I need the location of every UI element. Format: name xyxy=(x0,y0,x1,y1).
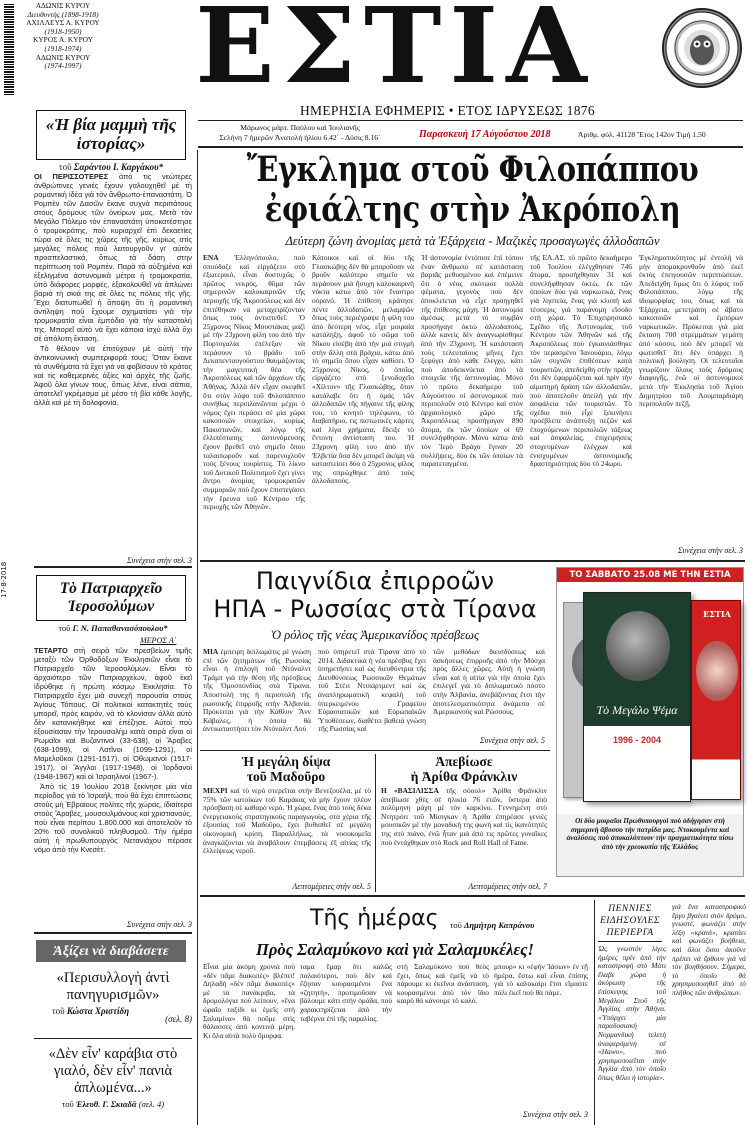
patriarchate-title: Τὸ Πατριαρχεῖο Ἱεροσολύμων xyxy=(59,580,163,615)
patriarchate-part: ΜΕΡΟΣ Α΄ xyxy=(140,636,177,645)
lead-col-5: Ἐγκληματικότητος μὲ ἐντολὴ νὰ μὴν ἀπομακρυνθοῦν ἀπὸ ἐκεῖ ἐκτὸς ἐπειγουσῶν περιπτώσεων. Ἀπεδείχθη ὅμως ὅτι ὁ λόφος τοῦ Φιλοπάππου, λόγῳ τῆς ἰδιομορφίας του, ὅπως καὶ τὰ Ἐξάρχεια, μετετράπη σὲ ἄβατο κακοποιῶν καὶ ἐμπόρων ναρκωτικῶν. Πρόκειται γιὰ μία ἔκταση 700 στρεμμάτων γεμάτη ἀπὸ κύσσο, ποὺ δὲν μπορεῖ νὰ φωτισθεῖ ὅτι δὲν ὑπάρχει ἡ πολιτικὴ βούληση. Οἱ τελευταῖοι γνωρίζουν ὅλους τοὺς δρόμους διαφυγῆς, ἐνῶ οἱ ἀστυνομικοὶ μετὰ τὴν Ἐκκλησία τοῦ Ἁγίου Δημητρίου τοῦ Λουμπαρδιάρη περιπολοῦν πεζῇ. xyxy=(639,254,743,409)
lead-subhead: Δεύτερη ζώνη ἀνομίας μετὰ τὰ Ἐξάρχεια - Μαζικὲς προσαγωγὲς ἀλλοδαπῶν xyxy=(285,234,660,248)
promo-book-title: Τὸ Μεγάλο Ψέμα xyxy=(596,703,678,717)
patriarchate-box xyxy=(36,575,186,621)
lead-col-1: ΕΝΑ Ἐλληνόπουλο, ποὺ σπούδαζε καὶ εἰργάζετο στὸ ἐξωτερικό, εἶναι δυστυχῶς ὁ πρῶτος νεκρός, θῦμα τῶν σημερινῶν καλοκαιρινῶν τῆς περιοχῆς τῆς Ἀκροπόλεως καὶ δὲν ἐπιτέθηκαν νὰ μεταχειρίζονταν ὅπως τοὺς ἀντιστεθεῖ. Ὁ 25χρονος Νίκος Μουστάκας μαζὶ μὲ τὴν 23χρονη φίλη του ἀπὸ τὴν Πορτογαλία ἐπέλεξαν νὰ περάσουν τὸ βράδυ τοῦ Δεκαπενταυγούστου θαυμάζοντας τὴν μαγευτικὴ θέα τῆς Ἀκροπόλεως καὶ τῶν ἀρχαίων τῆς Ἀθήνας. Ἀλλὰ δὲν εἶχαν σκεφθεῖ ὅτι στὸν λόφο τοῦ Φιλοπάππου συνήθως περιπλανῶνται μέχρι ὁ νόμος ἔχει περάσει σὲ μία χώρα κακοποιῶν στοιχείων, κυρίως Πακιστανῶν, καὶ λόγῳ τῆς ἐλλιπέστατης ἀστυνόμευσης ἔχουν βρεθεῖ στὸ σημεῖο ὅπου ταλαιπωροῦν καὶ παρενοχλοῦν τοὺς ξένους τουρίστες. Τὸ λίκνο τοῦ Δυτικοῦ Πολιτισμοῦ ἔχει γίνει ἄντρο ἀνομίας τρομοκρατῶν συμμοριῶν ποὺ ἔχουν ἐπιστεγάσει τὴν ἔρευνα τοῦ Κέντρου τῆς περιοχῆς τῶν Ἀθηνῶν. xyxy=(203,254,305,512)
games-col-2: ποὺ ὑπηρετεῖ στὰ Τίρανα ἀπὸ τὸ 2014. Διδακτικά ἡ νέα πρέσβυς ἔχει ὑπηρετήσει καὶ ὡς διευθύντρια τῆς Διευθύνσεως Ρωσσικῶν Θεμάτων τοῦ Στέιτ Ντιπάρτμεντ καὶ ὡς ἀναπληρωματικὴ κεφαλὴ τοῦ ὑπερκειμένου Γραφείου Εὐρασιατικῶν καὶ Εὐρωπαϊκῶν Ὑποθέσεων, διαθέτει βαθειὰ γνώση τῆς Ρωσσίας καὶ xyxy=(318,648,426,734)
aretha-continued[interactable]: Λεπτομέρειες στὴν σελ. 7 xyxy=(468,882,547,891)
worth-reading-item-1[interactable]: «Περισυλλογὴ ἀντὶ πανηγυρισμῶν» τοῦ Κώστα Χριστίδη (σελ. 8) xyxy=(52,970,192,1024)
lead-col-3: Ἡ ἀστυνομία ἐντόπισε ἐπὶ τόπου ἕναν ἄνθρωπο σὲ κατάσταση βαριᾶς μεθυσμένου καὶ ἐπέμεινε ὅτι ὁ νέος σκότωσε πολλὰ ψέματα, γεγονὸς ποὺ δὲν ἀποκλείεται νὰ εἶχε προηγηθεῖ τῆς ἐπίθεσης μάχη. Ἡ ἀστυνομία ἀμέσως μετὰ τὸ συμβὰν προσήγαγε ὀκτὼ ἀλλοδαπούς, ἀλλὰ κανεὶς δὲν ἀναγνωρίσθηκε ἀπὸ τὴν 23χρονη. Ἡ κατάσταση τοὺς τελευταίους μῆνες ἔχει ξεφύγει ἀπὸ κάθε ἔλεγχο, κάτι ποὺ ἀποδεικνύεται ἀπὸ τὰ στοιχεῖα τῆς ἀστυνομίας. Μόνο τὸ πρῶτο δεκαήμερο τοῦ Αὐγούστου οἱ ἀστυνομικοὶ ποὺ περιπολοῦν στὸ Κέντρο καὶ στὸν ἀρχαιολογικὸ χῶρο τῆς Ἀκροπόλεως προσήγαγαν 890 ἄτομα, ἐκ τῶν ὁποίων οἱ 69 συνελήφθησαν. Μόνο κάτω ἀπὸ τὸν Ἱερὸ Βράχο ἔγιναν 20 συλλήψεις, δύο ἐκ τῶν ὁποίων τὰ παρατεταγμένα. xyxy=(421,254,523,469)
aretha-title: Ἀπεβίωσε ἡ Ἀρίθα Φράνκλιν xyxy=(410,754,518,784)
side-date: 17-8-2018 xyxy=(0,561,8,598)
of-the-day-continued[interactable]: Συνέχεια στὴν σελ. 3 xyxy=(522,1110,588,1119)
of-the-day-col-3: στὴ Σαλαμύκονο ποὺ θεὸς ἔχει, ὅπως καὶ ἐμεῖς νὰ τὸ πάρουμε κι ἐκεῖνοι ἀνάσταση, κουρασμένοι ἀπὸ τὸν ἴδιο καιρὸ θὰ κάνουμε τὸ καλό. xyxy=(397,963,489,1006)
issue-date: Παρασκευὴ 17 Αὐγούστου 2018 xyxy=(419,129,551,140)
patriarchate-byline: τοῦ Γ. Ν. Παπαθανασόπουλου* xyxy=(58,623,168,633)
op-ed-text: ΟΙ ΠΕΡΙΣΣΟΤΕΡΕΣ ἀπὸ τις νεώτερες ἀνθρώπινες γενιές ἔχουν γαλουχηθεῖ μὲ τὴ ρομαντικὴ ἰδέα γιὰ τὸν ἄνθρωπο-ἐπαναστάτη. Ὁ Ρομπὲν τῶν Δασῶν ἔκανε συχνὰ περιπάτους στους δρόμους τῶν ὀνείρων μας. Μετὰ τὸν Μεγάλο Πόλεμο τὸν ἐπαναστάτη ὑποκατέστησε ὁ τρομοκράτης, ποὺ κυριαρχεῖ ἐπὶ δεκαετίες τώρα σὲ ὅλες τις χῶρες τῆς γῆς, κυρίως στὶς μεγάλες πόλεις ποὺ λειτουργοῦν γι' αὐτὸν προσπελαστικά, ὅπως τὰ δάση στην περίπτωση τοῦ Ρομπέν. Παρὰ τὰ αὐξημένα καὶ ἐξελιγμένα ἀστυνομικὰ μέτρα ἡ τρομοκρατία, ὑπὸ διάφορες μορφές, ἐξακολουθεῖ νὰ ἁπλώνει βαριὰ τὴ σκιά της σὲ ὅλες τις πόλεις τῆς γῆς. Ἔχει διατυπωθεῖ ἡ ἄποψη ὅτι ἡ ρομαντικὴ ἀντίληψη ποὺ ἔχουμε σχηματίσει γιὰ τὴν τρομοκρατία εἶναι ἐμπόδιο γιὰ τὴν καταστολή της. Μπορεῖ αὐτὸ νὰ ἔχει κάποια ἰσχὺ ἀλλὰ ὄχι σὲ ἀπόλυτη ἔκταση. Τὸ θέλουν να ἐπιτύχουν μὲ αὐτὴ τὴν ἀντικοινωνικὴ συμπεριφορά τους; Ὅταν ἔκανε τὰ συνθήματα τὰ ἔχει γιὰ να φοβίσουν τὸ κράτος καὶ τὶς καθεμερινὲς ἀξίες καὶ ἀρχὲς τῆς ζωῆς. Ἀφοῦ ὅλα γίνων τους, ὅπως λένε, εἶναι σάπια, ἀποτελεῖ γκρέμισμα μὲ μέσο τὴ βία κάθε λογῆς, ἀλλὰ καὶ μὲ τὴ δολοφονία. xyxy=(34,172,192,407)
op-ed-byline: τοῦ Σαράντου Ι. Καργάκου* xyxy=(58,162,164,172)
games-continued[interactable]: Συνέχεια στὴν σελ. 5 xyxy=(479,736,545,745)
of-the-day-byline: τοῦ Δημήτρη Καπράνου xyxy=(450,920,535,930)
editors-list: ΑΔΩΝΙΣ ΚΥΡΟΥ Διευθυντής (1898-1918) ΑΧΙΛΛΕΥΣ Α. ΚΥΡΟΥ (1918-1950) ΚΥΡΟΣ Α. ΚΥΡΟΥ (1918-1974) ΑΔΩΝΙΣ ΚΥΡΟΥ (1974-1997) xyxy=(26,1,100,71)
of-the-day-headline: Πρὸς Σαλαμύκονο καὶ γιὰ Σαλαμυκέλες! xyxy=(256,940,534,959)
masthead-title: ΕΣΤΙΑ xyxy=(195,0,595,107)
promo-book-spine: ΕΣΤΙΑ xyxy=(703,609,731,619)
promo-book-years: 1996 - 2004 xyxy=(612,735,662,745)
patriarchate-text: ΤΕΤΑΡΤΟ στὴ σειρὰ τῶν πρεσβείων τιμῆς μεταξὺ τῶν Ὀρθοδόξων Ἐκκλησιῶν εἶναι τὸ Πατριαρχεῖο τῶν Ἱεροσολύμων. Εἶναι τὸ ἀρχαιότερο τῶν Πατριαρχείων, ἀφοῦ ἐκεῖ ἱδρύθηκε ἡ πρώτη κόσμῳ Ἐκκλησία. Τὸ Πατριαρχεῖο ἔχει μιὰ συνεχῆ παρουσία στοὺς Ἁγίους Τόπους. Οἱ πολιτικοὶ κατακτητὲς τοὺς μπορεῖ, πρὸς καιρόν, νὰ τὸ κλονίσαν ἀλλὰ αὐτὸ δὲν κατανικήθηκε καὶ ἐπέζησε. Αὐτοὶ ποὺ ἐξουσίασαν τὴν Ἱερουσαλὴμ κατὰ σειρὰ εἶναι οἱ Ρωμαῖοι καὶ Βυζαντινοὶ (33-638), οἱ Ἄραβες (638-1099), οἱ Λατῖνοι (1099-1291), οἱ Μαμελοῦκοι (1291-1517), οἱ Ὀθωμανοὶ (1517-1917), οἱ Ἄγγλοι (1917-1948), οἱ Ἰορδανοὶ (1948-1967) καὶ οἱ Ἰσραηλινοὶ (1967-). Ἀπὸ τὶς 19 Ἰουλίου 2018 ξεκίνησε μία νέα περίοδος γιὰ τὸ Ἰσραήλ, ποὺ θὰ ἔχει ἐπιπτώσεις στοὺς μὴ Ἑβραίους πολίτες τῆς χώρας, ἰδιαίτερα στοὺς Ἄραβες, μουσουλμάνους καὶ χριστιανούς, ποὺ εἶναι περίπου 1.800.000 καὶ ἀποτελοῦν τὸ 20% τοῦ συνολικοῦ πληθυσμοῦ. Τὴν ἡμέρα αὐτὴ ἡ πρωθυπουργὸς Νετανιάχου πέρασε νόμο ἀπὸ τὴν Κνεσὲτ. xyxy=(34,646,192,854)
of-the-day-col-4: μπουρ» κι «ἐφήν Ἰάσων» ἐν τῇ ἡμέρα, ἔστω καὶ εἶναι ἐπίσης γιὰ τὸ καλοκαίρι ἔτσι εἴμαστε πάλι ἐκεῖ ποὺ θὰ πάμε. xyxy=(494,963,588,997)
gossip-col-2: γιὰ ἕνα καταστροφικὸ ἔργο βγαίνει στὸν δρόμο, γνωστέ, φωνάζει στὴν λέξη «κρατά», κρατάει καὶ φωνάζει βοήθεια, καὶ ὅλοι ὅσοι ἀκοῦνε πρέπει νὰ ἔρθουν γιὰ νὰ τὸν βοηθήσουν. Σήμερα, τὸ ὁποῖο θὰ χρησιμοποιηθεῖ ἀπὸ τὸ πλῆθος τῶν ἀνθρώπων. xyxy=(672,903,746,997)
lead-col-4: τῆς ΕΛ.ΑΣ. τὸ πρῶτο δεκαήμερο τοῦ Ἰουλίου ἐλέγχθησαν 746 ἄτομα, προσήχθησαν 31 καὶ συνελήφθησαν ὀκτώ, ἐκ τῶν ὁποίων δύο γιὰ ναρκωτικά, ἕνας γιὰ ληστεία, ἕνας γιὰ κλοπὴ καὶ τέσσερις γιὰ παράνομη εἴσοδο στὴ χώρα. Τὸ Ἐπιχειρησιακὸ Σχέδιο τῆς Ἀστυνομίας τοῦ Κέντρου τῶν Ἀθηνῶν καὶ τῆς Ἀκροπόλεως ποὺ ἐγκαινιάσθηκε τὸν περασμένο Ἰανουάριο, λόγῳ τῶν συχνῶν ἐπιθέσεων κατὰ τουριστῶν, ἀπεδείχθη στὴν πράξη ὅτι δὲν ἐφαρμόζεται καὶ πρὶν τὴν αἰματηρὴ δράση τῶν ἀλλοδαπῶν, ποὺ ἀποτελοῦν ἀπειλὴ γιὰ τὴν ἀσφάλεια τῶν τουριστῶν. Τὸ σχέδιο ποὺ εἶχε ξεκινήσει προέβλεπε ἀνάπτυξη πεζῶν καὶ ἐποχούμενων περιπολιῶν τάξεως καὶ ἀσφαλείας, ἐπιχειρήσεις στοχευμένων ἐλέγχων καὶ ἐνισχυμένων ἀστυνομικῆς δραστηριότητας δύο τὸ 24ωρο. xyxy=(530,254,632,469)
gossip-header: ΠΕΝΝΙΕΣ ΕΙΔΗΣΟΥΛΕΣ ΠΕΡΙΕΡΓΑ xyxy=(598,903,662,942)
worth-reading-item-2[interactable]: «Δὲν εἶν' καράβια στὸ γιαλό, δὲν εἶν' πανιὰ ἁπλωμένα...» τοῦ Ἐλευθ. Γ. Σκιαδᾶ (σελ. 4) xyxy=(48,1046,178,1109)
of-the-day-header: Τῆς ἡμέρας xyxy=(310,906,439,931)
games-headline: Παιγνίδια ἐπιρροῶν ΗΠΑ - Ρωσσίας στὰ Τίρανα xyxy=(213,567,537,623)
maduro-continued[interactable]: Λεπτομέρειες στὴν σελ. 5 xyxy=(292,882,371,891)
op-ed-title: «Ἡ βία μαμμὴ τῆς ἱστορίας» xyxy=(45,115,177,153)
seal-logo xyxy=(662,8,742,88)
lead-headline: Ἔγκλημα στοῦ Φιλοπάππου ἐφιάλτης στὴν Ἀκρόπολη xyxy=(246,149,699,230)
maduro-title: Ἡ μεγάλη δίψα τοῦ Μαδοῦρο xyxy=(241,754,331,784)
worth-reading-header: Ἀξίζει νὰ διαβάσετε xyxy=(36,940,186,962)
barcode xyxy=(4,4,14,96)
games-subhead: Ὁ ρόλος τῆς νέας Ἀμερικανίδος πρέσβεως xyxy=(270,628,480,642)
owl-seal-icon xyxy=(664,10,740,86)
op-ed-box xyxy=(36,110,186,160)
games-col-1: ΜΙΑ ἐμπειρη διπλωμάτις μὲ γνώση ἐπὶ τῶν ζητημάτων τῆς Ρωσσίας εἶναι ἡ ἐπιλογὴ τοῦ Ντόναλντ Τράμπ γιὰ τὴν θέση τῆς πρέσβεως τῆς Ὁμοσπονδίας στὰ Τίρανα. Ἀποστολή της ἡ περιστολὴ τῆς ρωσσικῆς ἐπιρροῆς στὴν Ἀλβανία. Πρόκειται γιὰ τὴν Κάθλυν Ἄνν Κάβαλες, ἡ ὁποία θὰ ἀντικαταστήσει τὸν Ντόναλντ Λοὺ xyxy=(203,648,311,734)
games-col-3: τῶν μεθόδων διεισδύσεως καὶ ἀσκήσεως ἐπιρροῆς ἀπὸ τὴν Μόσχα πρὸς ἄλλες χῶρες. Αὐτὴ ἡ γνώση εἶναι καὶ ἡ αἰτία γιὰ τὴν ὁποία ἔχει ἐπιλεγεῖ γιὰ τὸ διπλωματικὸ πόστο στὴν Ἀλβανία, ἀνεβάζοντας ἔτσι τὴν ἀποτελεσματικότητα ἀνάμεσα σὲ Ἀμερικανοὺς καὶ Ρώσσους. xyxy=(433,648,545,717)
op-ed-continued[interactable]: Συνέχεια στὴν σελ. 3 xyxy=(126,556,192,565)
gossip-col-1: Ὡς γνωστὸν λίγες ἡμέρες πρὶν ἀπὸ τὴν καταστροφὴ στὸ Μάτι ἔλαβε χώρα ἡ ἀκύρωση τῆς ἐπίσκεψης τοῦ Μεγάλου Στοῦ τῆς Ἀγγλίας στὴν Ἀθήνα. «Ὑπάρχει μία παραδοσιακὴ Νορμανδικὴ τελετὴ ἀναφερόμενη σὲ «Hawo», ποὺ χρησιμοποιεῖται στὴν Ἀγγλία ἀπὸ τὸν ὁποῖο ὅπως θέλει ἡ ἱστορία». xyxy=(598,945,666,1082)
promo-header: ΤΟ ΣΑΒΒΑΤΟ 25.08 ΜΕ ΤΗΝ ΕΣΤΙΑ xyxy=(557,568,743,582)
of-the-day-col-1: Εἶναι μία ἀκόμη χρονιὰ ποὺ «δὲν πᾶμε διακοπὲς» βλέπει! Δηλαδὴ «δὲν πᾶμε διακοπὲς» μὲ τὰ πανάκριβα, τὰ δρομολόγια ποὺ λείπουν, «ἕνα ὡραῖο ταξίδι κι ἐμεῖς στὴ Σαλαμίνα» θὰ ποῦμε στὶς θάλασσες ἀπὸ κοντινὰ μέρη. Κι ὅλα αὐτὰ πολὺ ὄμορφα. xyxy=(203,963,295,1040)
saints-line: Μάρωνος μάρτ. Παύλου καὶ Ἰουλιανῆς Σελήνη 7 ἡμερῶν Ἀνατολὴ ἡλίου 6.42΄ - Δύσις 8.16΄ xyxy=(219,123,381,142)
promo-box[interactable] xyxy=(556,567,744,877)
masthead-subtitle: ΗΜΕΡΗΣΙΑ ΕΦΗΜΕΡΙΣ • ΕΤΟΣ ΙΔΡΥΣΕΩΣ 1876 xyxy=(300,103,595,118)
lead-col-2: Κάτοικοι καὶ οἱ δύο τῆς Γλασκώβης δὲν θὰ μποροῦσαν νὰ βροῦν καλύτερο σημεῖο νὰ περάσουν μιὰ ἥσυχη καλοκαιρινὴ νύκτα κάτω ἀπὸ τὸν ἔναστρο οὐρανό. Ἡ ἐπίθεση κράτησε πέντε ἀλλοδαπῶν, μελαμψῶν ὅπως τοὺς περιέγραψε ἡ φίλη του ἀπὸ δεύτερη νέος, εἶχε μοιραία κατάληξη, ἀφοῦ τὸ σῶμα τοῦ Νίκου εἰσέβη ἀπὸ τὴν μιὰ στιγμὴ στὴν ἄλλη στὰ βράχια, κάτω ἀπὸ τὸ σημεῖο ὅπου εἶχαν καθίσει. Ὁ 25χρονος Νίκος, ὁ ὁποῖος εἰργάζετο στὸ ξενοδοχεῖο «Χίλτον» τῆς Γλασκώβης, ὅταν κατάλαβε ὅτι ἡ ὁμάς τῶν ἀλλοδαπῶν τῆς πήγαινε τῆς φίλης του, τὸ κινητὸ τηλέφωνο, τὸ διαβατήριο, τις πιστωτικὲς κάρτες καὶ λίγα χρήματα, ἔδειξε τὸ ἔντονη ἀντίσταση του. Ἡ 23χρονη φίλη του ἀπὸ τὴν Ἐλβετία ὅσα δὲν μπορεῖ ἀκόμη νὰ καταστείσει δύο ὁ 25χρονος φίλος της σπρώχθηκε ἀπὸ τοὺς ἀλλοδαπούς. xyxy=(312,254,414,486)
of-the-day-col-2: ταμα ἕμαρ ὅτι καλῶς παλαιότεροι, ποὺ δὲν καὶ ἔζησαν κουρασμένοι ἕνα «ζητητή», προτιμοῦσαν νὰ βάλουμε κάτι στὴν ὁμάδα, ποὺ χαρακτηρίζεται ἀπὸ τὴν ταβέρνα ἐπὶ τῆς παραλίας. xyxy=(300,963,392,1023)
promo-caption: Οἱ δύο μοιραῖοι Πρωθυπουργοὶ ποὺ ὁδήγησαν στὴ σημερινὴ ἄβυσσο τὴν πατρίδα μας. Ντοκουμέντα καὶ ἀναλύσεις ποὺ ἀποκαλύπτουν τὴν πραγματικότητα πίσω ἀπὸ τὴν χρεοκοπία τῆς Ἑλλάδος xyxy=(557,814,743,876)
maduro-text: ΜΕΧΡΙ καὶ τὸ νερὸ στερεῖται στὴν Βενεζουέλα, μὲ τὸ 75% τῶν κατοίκων τοῦ Καράκας νὰ μὴν ἔχουν πλέον πρόσβαση σὲ καθαρὸ νερό. Ἡ χώρα, ἕνας ἀπὸ τοὺς δέκα ἐνεργειακοὺς στρατηγικοὺς παραγωγοὺς, στὰ χέρια τῆς ἐξουσίας τοῦ Μαδοῦρο, ἔχει βυθισθεῖ σὲ μεγάλη οἰκονομικὴ κρίση. Παραλλήλως, τὰ νοσοκομεῖα ἀναγκάζονται νὰ ἀναβάλουν ἐπεμβάσεις ἐξ αἰτίας τῆς ἐλλείψεως νεροῦ. xyxy=(203,787,371,856)
issue-number: Ἀριθμ. φύλ. 41128 Ἔτος 142ον Τιμὴ 1,50 xyxy=(578,130,706,139)
patriarchate-continued[interactable]: Συνέχεια στὴν σελ. 3 xyxy=(126,920,192,929)
lead-continued[interactable]: Συνέχεια στὴν σελ. 3 xyxy=(677,546,743,555)
aretha-text: Η «ΒΑΣΙΛΙΣΣΑ τῆς σόουλ» Ἀρίθα Φράνκλιν ἀπεβίωσε χθὲς σὲ ἡλικία 76 ἐτῶν, ὕστερα ἀπὸ πολύμηνη μάχη μὲ τὸν καρκίνο. Γεννημένη στὸ Ντητρόιτ τοῦ Μίσιγκαν ἡ Ἀρίθα ἐπηρέασε γενιὲς μουσικῶν μὲ τὴν μοναδική της φωνή καὶ τὶς ἱκανότητές της στὸ πιάνο, ἐνῶ ἦταν μιὰ ἀπὸ τις πρῶτες γυναῖκες ποὺ ἐντάχθηκαν στὸ Rock and Roll Hall of Fame. xyxy=(381,787,547,847)
promo-books-image xyxy=(557,582,743,814)
